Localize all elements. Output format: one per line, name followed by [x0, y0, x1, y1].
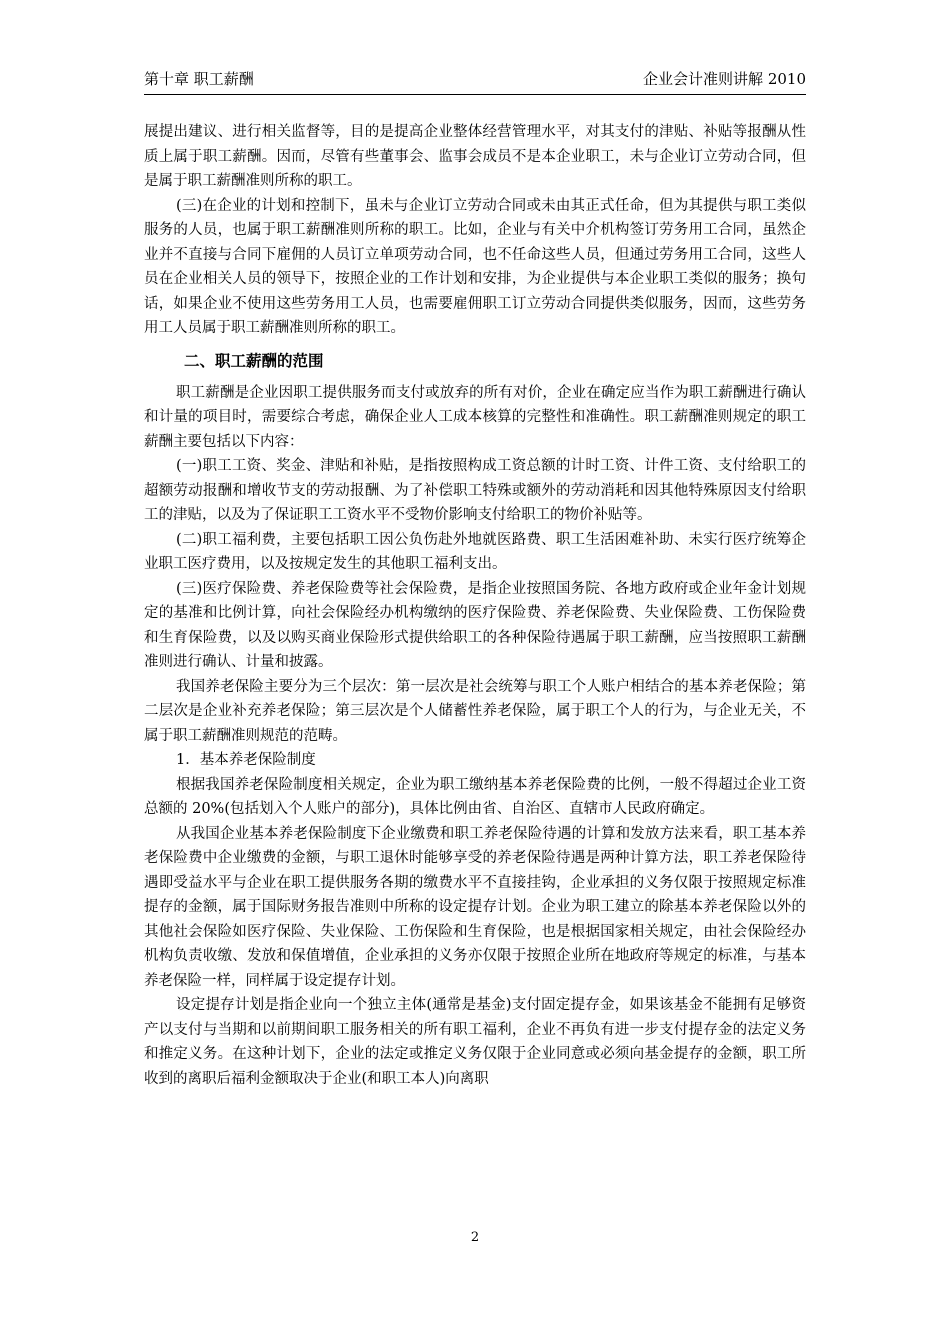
paragraph: (二)职工福利费，主要包括职工因公负伤赴外地就医路费、职工生活困难补助、未实行医疗统筹企业职工医疗费用，以及按规定发生的其他职工福利支出。	[144, 531, 806, 572]
header-divider	[144, 94, 806, 95]
paragraph: (三)在企业的计划和控制下，虽未与企业订立劳动合同或未由其正式任命，但为其提供与职工类似服务的人员，也属于职工薪酬准则所称的职工。比如，企业与有关中介机构签订劳务用工合同，虽然企业并不直接与合同下雇佣的人员订立单项劳动合同，也不任命这些人员，但通过劳务用工合同，这些人员在企业相关人员的领导下，按照企业的工作计划和安排，为企业提供与本企业职工类似的服务；换句话，如果企业不使用这些劳务用工人员，也需要雇佣职工订立劳动合同提供类似服务，因而，这些劳务用工人员属于职工薪酬准则所称的职工。	[144, 197, 806, 336]
paragraph: 设定提存计划是指企业向一个独立主体(通常是基金)支付固定提存金，如果该基金不能拥有足够资产以支付与当期和以前期间职工服务相关的所有职工福利，企业不再负有进一步支付提存金的法定义务和推定义务。在这种计划下，企业的法定或推定义务仅限于企业同意或必须向基金提存的金额，职工所收到的离职后福利金额取决于企业(和职工本人)向离职	[144, 997, 806, 1087]
paragraph: 职工薪酬是企业因职工提供服务而支付或放弃的所有对价，企业在确定应当作为职工薪酬进行确认和计量的项目时，需要综合考虑，确保企业人工成本核算的完整性和准确性。职工薪酬准则规定的职工薪酬主要包括以下内容：	[144, 384, 806, 450]
page-body	[144, 120, 806, 1091]
paragraph: 从我国企业基本养老保险制度下企业缴费和职工养老保险待遇的计算和发放方法来看，职工基本养老保险费中企业缴费的金额，与职工退休时能够享受的养老保险待遇是两种计算方法，职工养老保险待遇即受益水平与企业在职工提供服务各期的缴费水平不直接挂钩，企业承担的义务仅限于按照规定标准提存的金额，属于国际财务报告准则中所称的设定提存计划。企业为职工建立的除基本养老保险以外的其他社会保险如医疗保险、失业保险、工伤保险和生育保险，也是根据国家相关规定，由社会保险经办机构负责收缴、发放和保值增值，企业承担的义务亦仅限于按照企业所在地政府等规定的标准，与基本养老保险一样，同样属于设定提存计划。	[144, 825, 806, 989]
paragraph: 根据我国养老保险制度相关规定，企业为职工缴纳基本养老保险费的比例，一般不得超过企业工资总额的 20%(包括划入个人账户的部分)，具体比例由省、自治区、直辖市人民政府确定。	[144, 776, 806, 817]
section-heading: 二、职工薪酬的范围	[184, 351, 324, 370]
paragraph: (三)医疗保险费、养老保险费等社会保险费，是指企业按照国务院、各地方政府或企业年金计划规定的基准和比例计算，向社会保险经办机构缴纳的医疗保险费、养老保险费、失业保险费、工伤保险费和生育保险费，以及以购买商业保险形式提供给职工的各种保险待遇属于职工薪酬，应当按照职工薪酬准则进行确认、计量和披露。	[144, 580, 806, 670]
chapter-title: 第十章 职工薪酬	[144, 70, 254, 88]
paragraph: 我国养老保险主要分为三个层次：第一层次是社会统筹与职工个人账户相结合的基本养老保险；第二层次是企业补充养老保险；第三层次是个人储蓄性养老保险，属于职工个人的行为，与企业无关，不属于职工薪酬准则规范的范畴。	[144, 678, 806, 744]
paragraph: (一)职工工资、奖金、津贴和补贴，是指按照构成工资总额的计时工资、计件工资、支付给职工的超额劳动报酬和增收节支的劳动报酬、为了补偿职工特殊或额外的劳动消耗和因其他特殊原因支付给职工的津贴，以及为了保证职工工资水平不受物价影响支付给职工的物价补贴等。	[144, 458, 806, 523]
page-number: 2	[470, 1230, 480, 1245]
paragraph: 展提出建议、进行相关监督等，目的是提高企业整体经营管理水平，对其支付的津贴、补贴等报酬从性质上属于职工薪酬。因而，尽管有些董事会、监事会成员不是本企业职工，未与企业订立劳动合同，但是属于职工薪酬准则所称的职工。	[144, 124, 806, 189]
book-title: 企业会计准则讲解 2010	[643, 70, 806, 88]
page-header	[144, 68, 806, 90]
subsection-heading: 1．基本养老保险制度	[176, 752, 316, 768]
